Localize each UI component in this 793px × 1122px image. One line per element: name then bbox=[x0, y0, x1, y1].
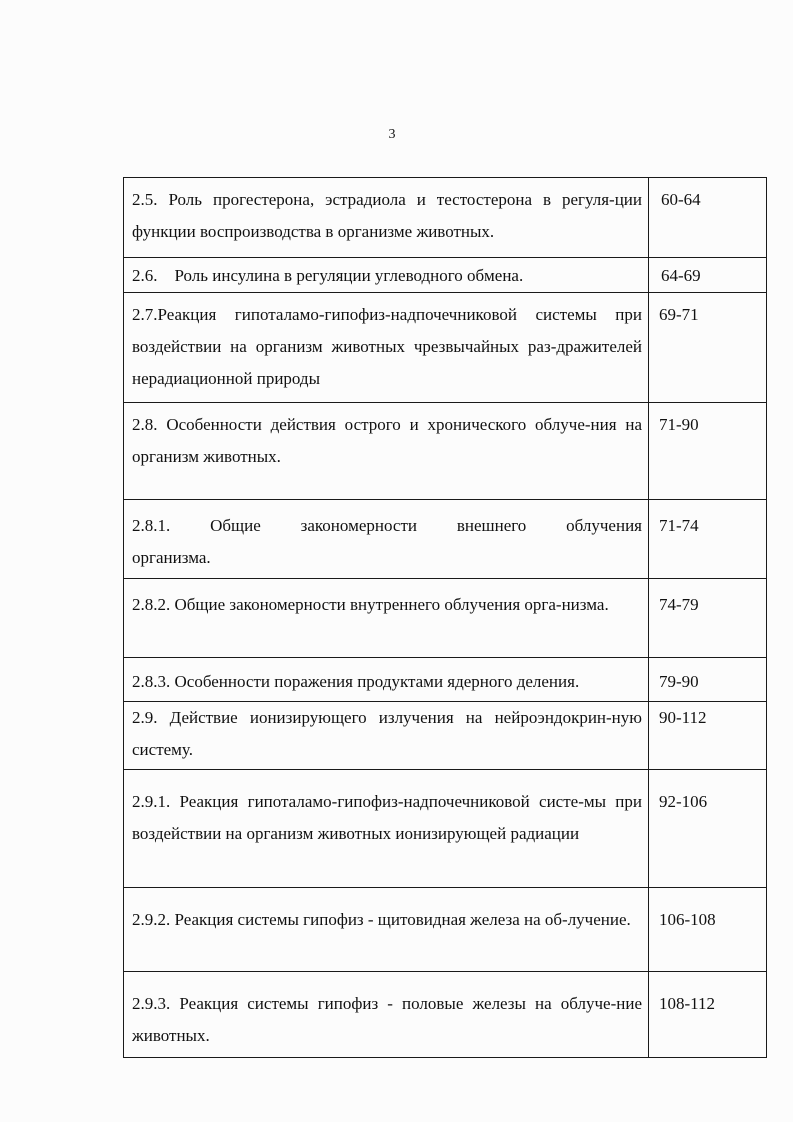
toc-pages: 71-74 bbox=[659, 516, 699, 535]
toc-title: 2.7.Реакция гипоталамо-гипофиз-надпочечниковой системы при воздействии на организм животных чрезвычайных раз-дражителей нерадиационной природы bbox=[132, 305, 642, 388]
toc-title: 2.8.1. Общие закономерности внешнего облучения организма. bbox=[132, 516, 642, 567]
toc-pages: 64-69 bbox=[661, 266, 701, 285]
toc-title: 2.9. Действие ионизирующего излучения на нейроэндокрин-ную систему. bbox=[132, 708, 642, 759]
table-of-contents bbox=[123, 177, 767, 1058]
table-row bbox=[124, 500, 767, 579]
toc-pages-cell bbox=[649, 258, 767, 293]
table-row bbox=[124, 658, 767, 702]
toc-pages: 108-112 bbox=[659, 994, 716, 1013]
page-number: 3 bbox=[388, 127, 396, 142]
toc-pages: 60-64 bbox=[661, 190, 701, 209]
toc-title-cell bbox=[124, 888, 649, 972]
toc-title: 2.9.3. Реакция системы гипофиз - половые железы на облуче-ние животных. bbox=[132, 994, 642, 1045]
toc-pages-cell bbox=[649, 579, 767, 658]
toc-title-cell bbox=[124, 658, 649, 702]
toc-title: 2.9.2. Реакция системы гипофиз - щитовидная железа на об-лучение. bbox=[132, 910, 631, 929]
toc-title-cell bbox=[124, 293, 649, 403]
table-row bbox=[124, 579, 767, 658]
table-row bbox=[124, 972, 767, 1058]
toc-pages-cell bbox=[649, 770, 767, 888]
toc-title-cell bbox=[124, 702, 649, 770]
toc-title-cell bbox=[124, 972, 649, 1058]
toc-pages: 71-90 bbox=[659, 415, 699, 434]
toc-title: 2.5. Роль прогестерона, эстрадиола и тестостерона в регуля-ции функции воспроизводства в организме животных. bbox=[132, 190, 642, 241]
toc-pages-cell bbox=[649, 888, 767, 972]
table-row bbox=[124, 770, 767, 888]
toc-title: 2.6. Роль инсулина в регуляции углеводного обмена. bbox=[132, 266, 524, 285]
table-row bbox=[124, 702, 767, 770]
toc-title-cell bbox=[124, 770, 649, 888]
toc-pages-cell bbox=[649, 178, 767, 258]
toc-pages-cell bbox=[649, 702, 767, 770]
table-row bbox=[124, 293, 767, 403]
toc-title: 2.8.3. Особенности поражения продуктами ядерного деления. bbox=[132, 672, 580, 691]
toc-title-cell bbox=[124, 258, 649, 293]
table-row bbox=[124, 403, 767, 500]
table-row bbox=[124, 178, 767, 258]
table-row bbox=[124, 888, 767, 972]
toc-pages-cell bbox=[649, 403, 767, 500]
toc-pages: 106-108 bbox=[659, 910, 716, 929]
toc-title: 2.8.2. Общие закономерности внутреннего облучения орга-низма. bbox=[132, 595, 609, 614]
toc-pages-cell bbox=[649, 972, 767, 1058]
toc-title-cell bbox=[124, 579, 649, 658]
toc-pages: 90-112 bbox=[659, 708, 707, 727]
toc-title: 2.9.1. Реакция гипоталамо-гипофиз-надпочечниковой систе-мы при воздействии на организм животных ионизирующей радиации bbox=[132, 792, 642, 843]
toc-pages-cell bbox=[649, 293, 767, 403]
toc-pages: 69-71 bbox=[659, 305, 699, 324]
toc-pages: 74-79 bbox=[659, 595, 699, 614]
toc-title-cell bbox=[124, 178, 649, 258]
toc-title-cell bbox=[124, 403, 649, 500]
toc-pages-cell bbox=[649, 658, 767, 702]
toc-pages: 92-106 bbox=[659, 792, 708, 811]
toc-title: 2.8. Особенности действия острого и хронического облуче-ния на организм животных. bbox=[132, 415, 642, 466]
toc-title-cell bbox=[124, 500, 649, 579]
toc-pages-cell bbox=[649, 500, 767, 579]
table-row bbox=[124, 258, 767, 293]
toc-pages: 79-90 bbox=[659, 672, 699, 691]
